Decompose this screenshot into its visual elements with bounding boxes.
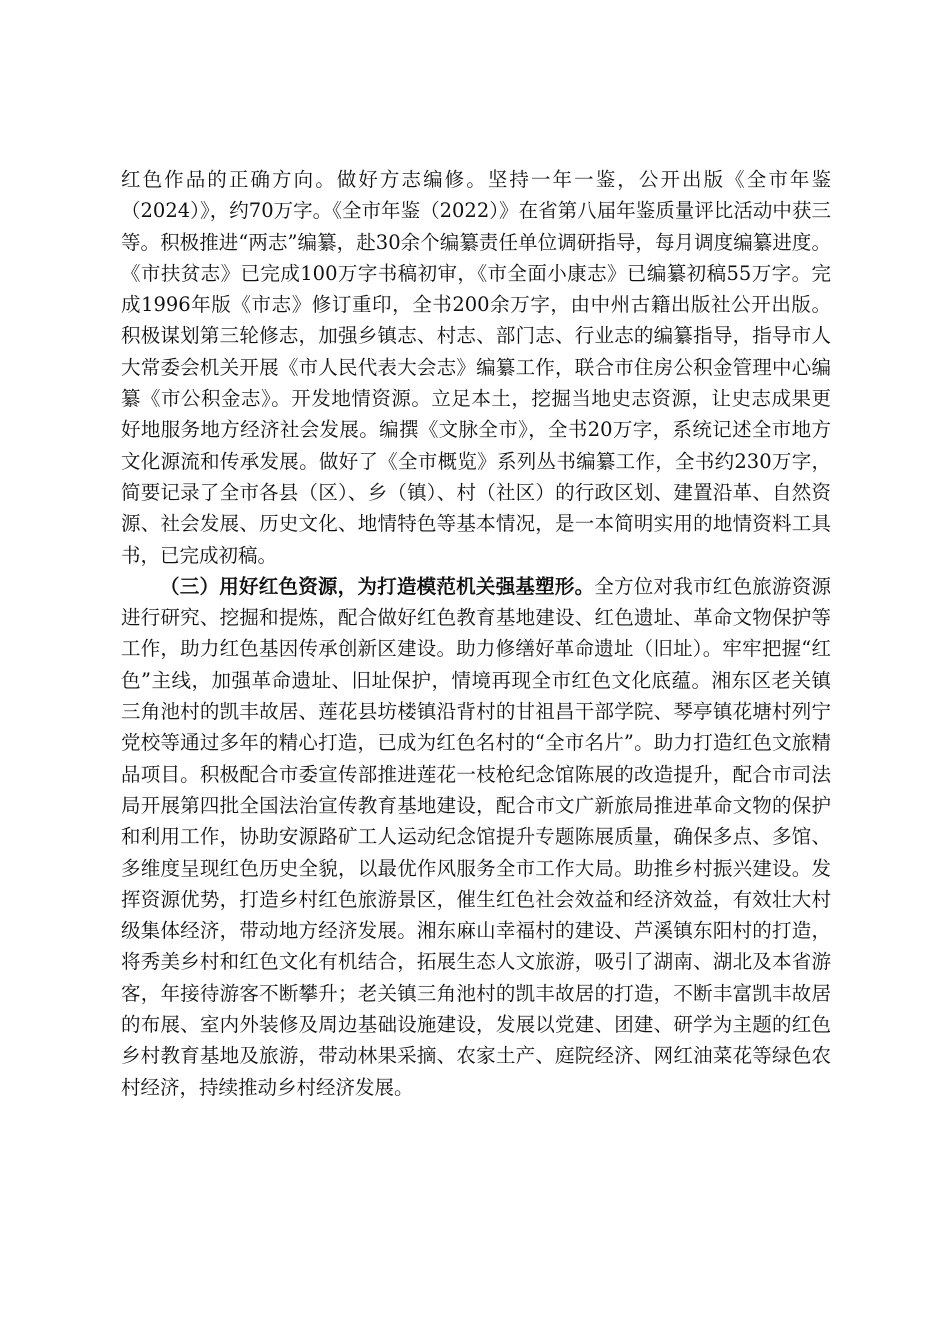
document-page bbox=[121, 164, 831, 1103]
paragraph-red-resources bbox=[121, 571, 831, 1103]
paragraph-local-chronicles: 红色作品的正确方向。做好方志编修。坚持一年一鉴，公开出版《全市年鉴（2024）》，约70万字。《全市年鉴（2022）》在省第八届年鉴质量评比活动中获三等。积极推进“两志”编纂，赴30余个编纂责任单位调研指导，每月调度编纂进度。《市扶贫志》已完成100万字书稿初审，《市全面小康志》已编纂初稿55万字。完成1996年版《市志》修订重印，全书200余万字，由中州古籍出版社公开出版。积极谋划第三轮修志，加强乡镇志、村志、部门志、行业志的编纂指导，指导市人大常委会机关开展《市人民代表大会志》编纂工作，联合市住房公积金管理中心编纂《市公积金志》。开发地情资源。立足本土，挖掘当地史志资源，让史志成果更好地服务地方经济社会发展。编撰《文脉全市》，全书20万字，系统记述全市地方文化源流和传承发展。做好了《全市概览》系列丛书编纂工作，全书约230万字，简要记录了全市各县（区）、乡（镇）、村（社区）的行政区划、建置沿革、自然资源、社会发展、历史文化、地情特色等基本情况，是一本简明实用的地情资料工具书，已完成初稿。 bbox=[121, 168, 831, 567]
section-heading: （三）用好红色资源，为打造模范机关强基塑形。 bbox=[160, 574, 595, 598]
paragraph-body: 全方位对我市红色旅游资源进行研究、挖掘和提炼，配合做好红色教育基地建设、红色遗址、革命文物保护等工作，助力红色基因传承创新区建设。助力修缮好革命遗址（旧址）。牢牢把握“红色”主线，加强革命遗址、旧址保护，情境再现全市红色文化底蕴。湘东区老关镇三角池村的凯丰故居、莲花县坊楼镇沿背村的甘祖昌干部学院、琴亭镇花塘村列宁党校等通过多年的精心打造，已成为红色名村的“全市名片”。助力打造红色文旅精品项目。积极配合市委宣传部推进莲花一枝枪纪念馆陈展的改造提升，配合市司法局开展第四批全国法治宣传教育基地建设，配合市文广新旅局推进革命文物的保护和利用工作，协助安源路矿工人运动纪念馆提升专题陈展质量，确保多点、多馆、多维度呈现红色历史全貌，以最优作风服务全市工作大局。助推乡村振兴建设。发挥资源优势，打造乡村红色旅游景区，催生红色社会效益和经济效益，有效壮大村级集体经济，带动地方经济发展。湘东麻山幸福村的建设、芦溪镇东阳村的打造，将秀美乡村和红色文化有机结合，拓展生态人文旅游，吸引了湖南、湖北及本省游客，年接待游客不断攀升；老关镇三角池村的凯丰故居的打造，不断丰富凯丰故居的布展、室内外装修及周边基础设施建设，发展以党建、团建、研学为主题的红色乡村教育基地及旅游，带动林果采摘、农家土产、庭院经济、网红油菜花等绿色农村经济，持续推动乡村经济发展。 bbox=[121, 574, 831, 1099]
